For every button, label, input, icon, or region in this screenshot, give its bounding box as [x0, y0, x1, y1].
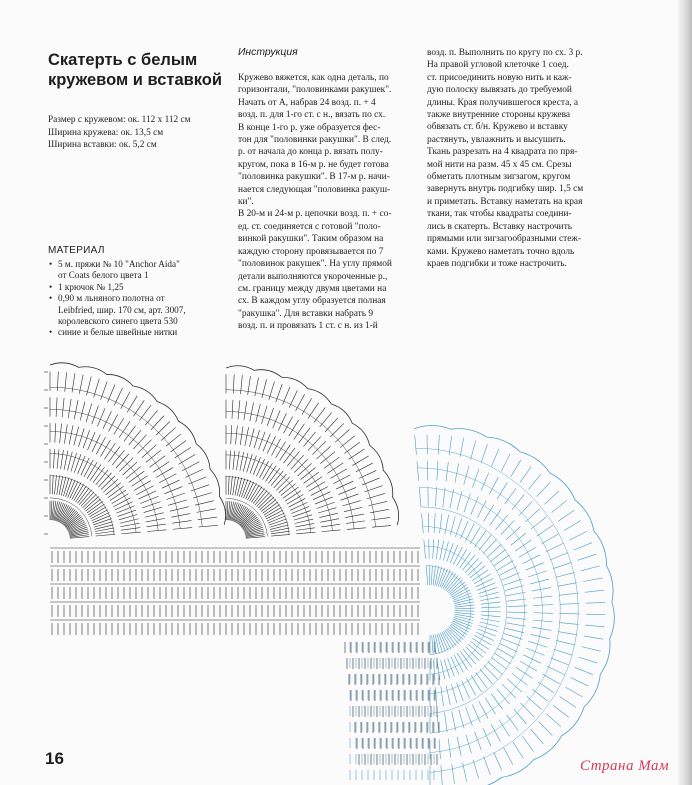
text-line: лись в скатерть. Вставку настрочить — [427, 221, 573, 232]
text-line: краев подгибки и тоже настрочить. — [427, 258, 567, 269]
text-line: ками. Кружево наметать точно вдоль — [427, 246, 575, 257]
text-line: растянуть, увлажнить и высушить. — [427, 134, 566, 145]
half-shell-chart-2 — [226, 366, 399, 538]
text-line: сх. В каждом углу образуется полная — [238, 296, 386, 307]
text-line: и приметать. Вставку наметать на края — [427, 196, 583, 207]
text-line: кругом, пока в 16-м р. не будет готова — [238, 159, 389, 170]
text-line: каждую сторону провязывается по 7 — [238, 246, 384, 257]
text-line: ед. ст. соединяется с готовой "поло- — [238, 221, 381, 232]
instructions-heading: Инструкция — [238, 47, 298, 58]
text-line: ткани, так чтобы квадраты соедини- — [427, 209, 572, 220]
text-line: дую полоску вывязать до требуемой — [427, 85, 572, 96]
text-line: "половинка ракушки". В 17-м р. начи- — [238, 172, 390, 183]
text-line: возд. п. Выполнить по кругу по сх. 3 р. — [427, 48, 583, 58]
text-line: В 20-м и 24-м р. цепочки возд. п. + со- — [238, 209, 392, 220]
page-number: 16 — [45, 749, 64, 768]
straight-band-chart — [50, 548, 439, 765]
text-line: Начать от А, набрав 24 возд. п. + 4 — [238, 97, 376, 108]
material-item-text: • синие и белые швейные нитки — [58, 327, 178, 338]
text-line: "ракушка". Для вставки набрать 9 — [238, 308, 374, 319]
text-line: горизонтали, "половинками ракушек". — [238, 85, 392, 96]
text-line: мой нити на разм. 45 х 45 см. Срезы — [427, 159, 572, 170]
spec-size: Размер с кружевом: ок. 112 х 112 см — [48, 115, 191, 125]
text-line: ки". — [238, 197, 254, 208]
material-item-text: • 5 м. пряжи № 10 "Anchor Aida" — [58, 259, 180, 269]
row-markers — [44, 372, 48, 534]
watermark-logo: Страна Мам — [580, 758, 670, 774]
material-item-text: королевского синего цвета 530 — [58, 316, 178, 327]
material-item-text: • 0,90 м льняного полотна от — [58, 293, 165, 304]
text-line: В конце 1-го р. уже образуется фес- — [238, 122, 381, 133]
text-line: возд. п. для 1-го ст. с н., вязать по сх. — [238, 110, 386, 121]
text-line: см. границу между двумя цветами на — [238, 283, 387, 294]
material-heading: МАТЕРИАЛ — [48, 245, 105, 256]
spec-lace-width: Ширина кружева: ок. 13,5 см — [48, 127, 164, 138]
text-line: возд. п. и провязать 1 ст. с н. из 1-й — [238, 321, 378, 332]
text-line: также внутренние стороны кружева — [427, 110, 571, 121]
text-line: "половинок ракушек". На углу прямой — [238, 259, 392, 270]
text-line: тон для "половинки ракушки". В след. — [238, 135, 392, 146]
text-line: Кружево вяжется, как одна деталь, по — [238, 73, 389, 83]
text-line: р. от начала до конца р. вязать полу- — [238, 147, 383, 158]
text-line: обвязать ст. б/н. Кружево и вставку — [427, 122, 568, 133]
text-line: ст. присоединить новую нить и каж- — [427, 72, 572, 83]
text-line: Ткань разрезать на 4 квадрата по пря- — [427, 147, 578, 158]
text-line: винкой ракушки". Таким образом на — [238, 234, 384, 245]
material-item-text: • 1 крючок № 1,25 — [58, 281, 124, 292]
text-line: обметать плотным зигзагом, кругом — [427, 172, 571, 183]
title-line-1: Скатерть с белым — [48, 51, 198, 69]
title-line-2: кружевом и вставкой — [48, 71, 223, 89]
text-line: длины. Края получившегося креста, а — [427, 97, 579, 108]
text-line: На правой угловой клеточке 1 соед. — [427, 60, 569, 71]
spec-insert-width: Ширина вставки: ок. 5,2 см — [48, 140, 157, 151]
text-line: завернуть внутрь подгибку шир. 1,5 см — [427, 184, 584, 195]
material-item-text: от Coats белого цвета 1 — [58, 270, 149, 281]
half-shell-chart-1 — [50, 363, 226, 538]
text-line: прямыми или зигзагообразными стеж- — [427, 234, 581, 245]
material-item-text: Leibfried, шир. 170 см, арт. 3007, — [58, 304, 186, 315]
text-line: нается следующая "половинка ракуш- — [238, 184, 391, 195]
text-line: детали выполняются укороченные р., — [238, 271, 388, 282]
